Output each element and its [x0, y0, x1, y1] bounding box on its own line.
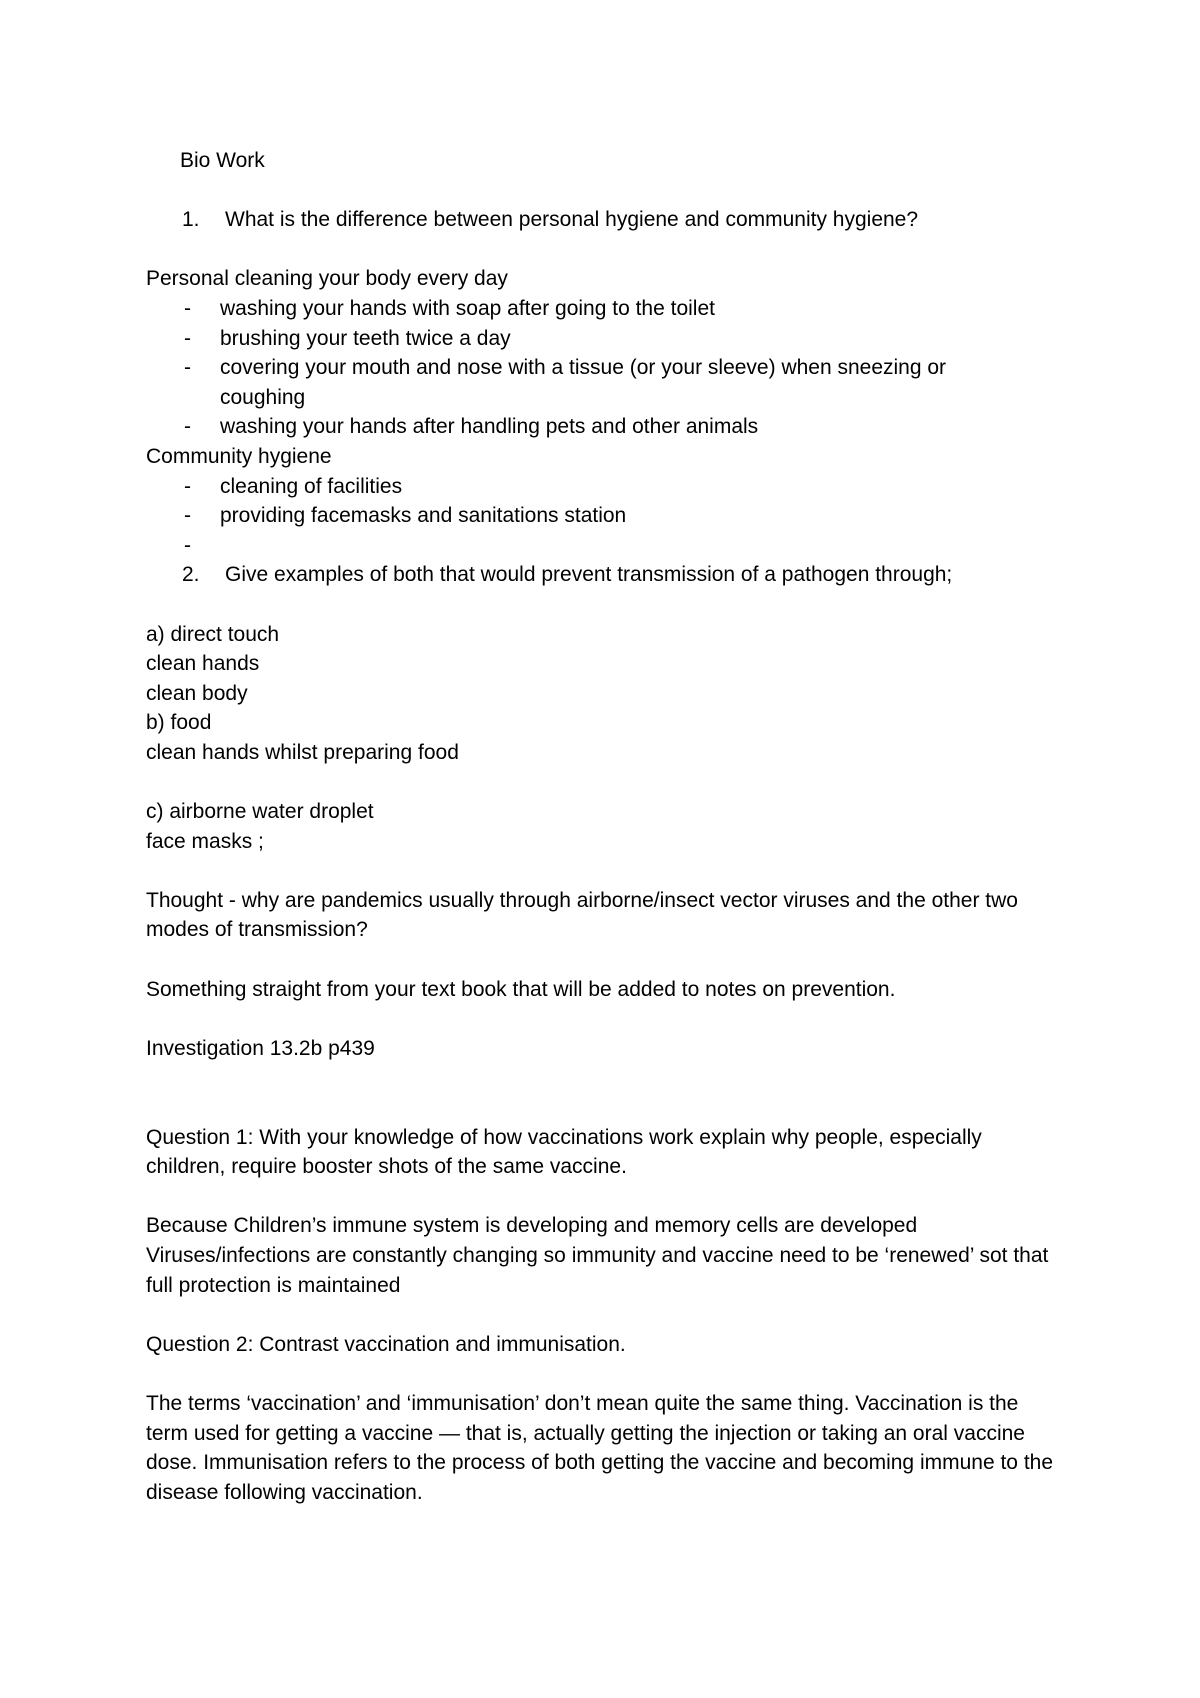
- list-item-text: providing facemasks and sanitations station: [220, 504, 627, 528]
- list-item: [146, 501, 1066, 531]
- list-item-text: cleaning of facilities: [220, 474, 403, 498]
- list-item-text: brushing your teeth twice a day: [220, 326, 511, 350]
- thought-paragraph: Thought - why are pandemics usually through airborne/insect vector viruses and the other two modes of transmission?: [146, 888, 1018, 942]
- dash-bullet: -: [184, 415, 191, 439]
- question-1: [146, 205, 1066, 235]
- part-c-label: c) airborne water droplet: [146, 800, 374, 824]
- spacer: [146, 176, 1066, 206]
- question-2-text: Give examples of both that would prevent transmission of a pathogen through;: [225, 563, 953, 587]
- list-item-text: [220, 531, 1000, 561]
- dash-bullet: -: [184, 474, 191, 498]
- part-b-answer: clean hands whilst preparing food: [146, 740, 459, 764]
- dash-bullet: -: [184, 296, 191, 320]
- list-item: [146, 324, 1066, 354]
- question-2-paragraph: Question 2: Contrast vaccination and immunisation.: [146, 1332, 626, 1356]
- answer-2-paragraph: The terms ‘vaccination’ and ‘immunisation’ don’t mean quite the same thing. Vaccination is the term used for getting a vaccine — that is, actually getting the injection or taking an oral vaccine dose. Immunisation refers to the process of both getting the vaccine and becoming immune to the disease following vaccination.: [146, 1391, 1054, 1504]
- spacer: [146, 1300, 1066, 1330]
- dash-bullet: -: [184, 504, 191, 528]
- spacer: [146, 767, 1066, 797]
- spacer: [146, 1182, 1066, 1212]
- list-item: [146, 353, 1066, 412]
- answer-1-line: Viruses/infections are constantly changing so immunity and vaccine need to be ‘renewed’ sot that full protection is maintained: [146, 1243, 1049, 1297]
- list-item: [146, 531, 1066, 561]
- dash-bullet: -: [184, 533, 191, 557]
- list-item-text: covering your mouth and nose with a tissue (or your sleeve) when sneezing or coughing: [220, 356, 947, 409]
- answer-1-line: Because Children’s immune system is developing and memory cells are developed: [146, 1214, 918, 1238]
- question-1-text: What is the difference between personal hygiene and community hygiene?: [225, 208, 919, 232]
- part-a-answer: clean hands: [146, 652, 260, 676]
- dash-bullet: -: [184, 326, 191, 350]
- list-item: [146, 294, 1066, 324]
- community-heading: Community hygiene: [146, 444, 332, 468]
- part-a-answer: clean body: [146, 681, 248, 705]
- textbook-note: Something straight from your text book that will be added to notes on prevention.: [146, 977, 896, 1001]
- question-1-paragraph: Question 1: With your knowledge of how vaccinations work explain why people, especially children, require booster shots of the same vaccine.: [146, 1125, 982, 1179]
- list-item-text: washing your hands with soap after going to the toilet: [220, 296, 715, 320]
- spacer: [146, 945, 1066, 975]
- spacer: [146, 1004, 1066, 1034]
- list-item-text: washing your hands after handling pets and other animals: [220, 415, 759, 439]
- dash-bullet: -: [184, 356, 191, 380]
- list-number: 1.: [182, 208, 200, 232]
- document-title: Bio Work: [180, 149, 265, 172]
- spacer: [146, 235, 1066, 265]
- investigation-reference: Investigation 13.2b p439: [146, 1036, 375, 1060]
- spacer: [146, 590, 1066, 620]
- part-b-label: b) food: [146, 711, 212, 735]
- spacer: [146, 1063, 1066, 1122]
- list-item: [146, 412, 1066, 442]
- spacer: [146, 1359, 1066, 1389]
- part-c-answer: face masks ;: [146, 829, 264, 853]
- personal-heading: Personal cleaning your body every day: [146, 267, 508, 291]
- list-number: 2.: [182, 563, 200, 587]
- spacer: [146, 856, 1066, 886]
- list-item: [146, 472, 1066, 502]
- document-body: [146, 146, 1066, 1507]
- part-a-label: a) direct touch: [146, 622, 280, 646]
- question-2: [146, 560, 1066, 590]
